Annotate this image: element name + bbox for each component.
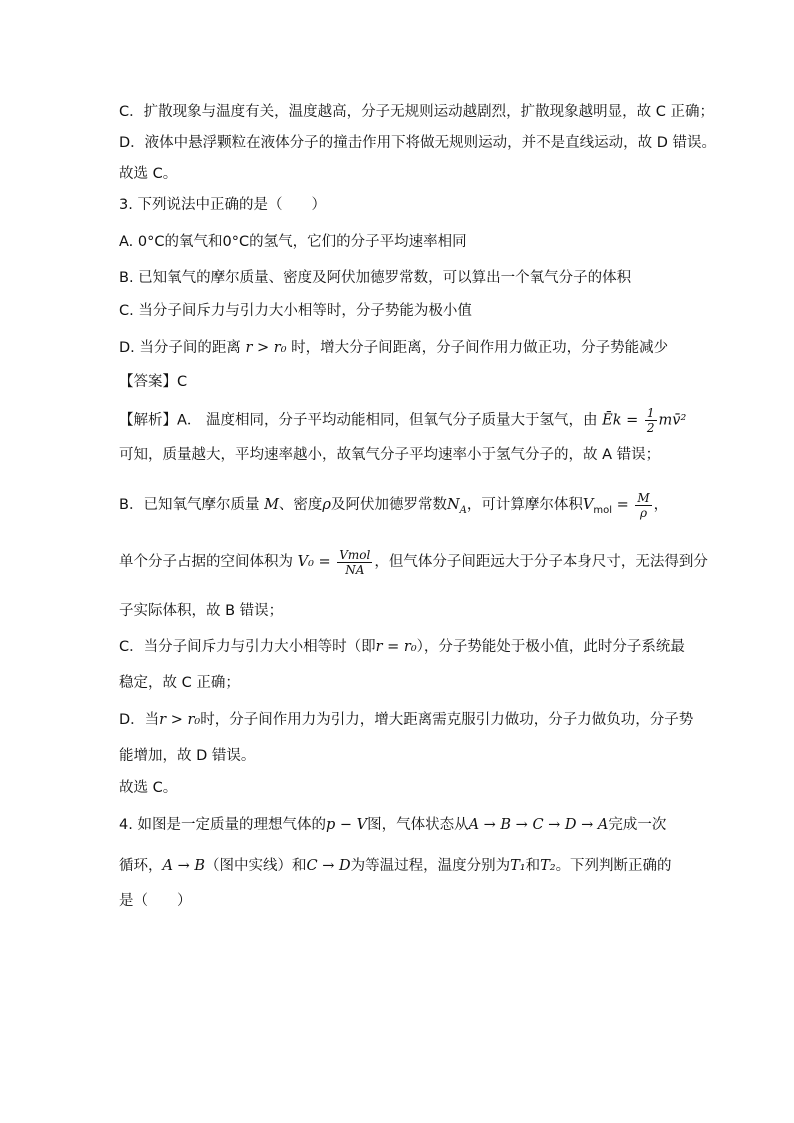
analysis-c-cont: 稳定，故 C 正确； <box>119 675 240 691</box>
fraction: $\frac{M}{\rho}$ <box>637 490 650 520</box>
fraction: $\frac{1}{2}$ <box>646 406 655 435</box>
answer-line: 【答案】C <box>119 374 188 390</box>
option-d: D. 当分子间的距离 r > r₀ 时，增大分子间距离，分子间作用力做正功，分子势能减少 <box>119 340 669 356</box>
option-c: C. 当分子间斥力与引力大小相等时，分子势能为极小值 <box>119 303 472 319</box>
analysis-b-end: 子实际体积，故 B 错误； <box>119 603 284 619</box>
question-4: 4. 如图是一定质量的理想气体的p − V图，气体状态从A → B → C → D → A完成一次 <box>119 817 667 833</box>
analysis-b-cont: 单个分子占据的空间体积为 V₀ = $\frac{\text{Vmol}}{NA}$ ，但气体分子间距远大于分子本身尺寸，无法得到分 <box>119 547 708 577</box>
question-4-end: 是（ ） <box>119 893 192 909</box>
analysis-a: 【解析】A． 温度相同，分子平均动能相同，但氧气分子质量大于氢气，由 Ēk = $\frac{1}{2}$ mv̄² <box>119 406 687 435</box>
question-title: 3. 下列说法中正确的是（ ） <box>119 197 326 213</box>
option-a: A. 0°C的氧气和0°C的氢气，它们的分子平均速率相同 <box>119 234 467 250</box>
option-b: B. 已知氧气的摩尔质量、密度及阿伏加德罗常数，可以算出一个氧气分子的体积 <box>119 270 632 286</box>
analysis-b: B．已知氧气摩尔质量 M、密度ρ及阿伏加德罗常数$N_A$，可计算摩尔体积$V_{mol}$ = $\frac{M}{\rho}$ ， <box>119 490 669 520</box>
text-line: D．液体中悬浮颗粒在液体分子的撞击作用下将做无规则运动，并不是直线运动，故 D 错误。 <box>119 135 717 151</box>
analysis-d-cont: 能增加，故 D 错误。 <box>119 748 256 764</box>
conclusion: 故选 C。 <box>119 780 178 796</box>
text-line: C．扩散现象与温度有关，温度越高，分子无规则运动越剧烈，扩散现象越明显，故 C 正确； <box>119 104 714 120</box>
text-line: 故选 C。 <box>119 166 178 182</box>
fraction: $\frac{\text{Vmol}}{NA}$ <box>339 547 371 577</box>
question-4-cont: 循环，A → B（图中实线）和C → D为等温过程，温度分别为T₁和T₂。下列判断正确的 <box>119 858 672 874</box>
analysis-c: C．当分子间斥力与引力大小相等时（即r = r₀），分子势能处于极小值，此时分子系统最 <box>119 639 685 655</box>
analysis-a-cont: 可知，质量越大，平均速率越小，故氧气分子平均速率小于氢气分子的，故 A 错误； <box>119 447 661 463</box>
analysis-d: D．当r > r₀时，分子间作用力为引力，增大距离需克服引力做功，分子力做负功，分子势 <box>119 712 694 728</box>
